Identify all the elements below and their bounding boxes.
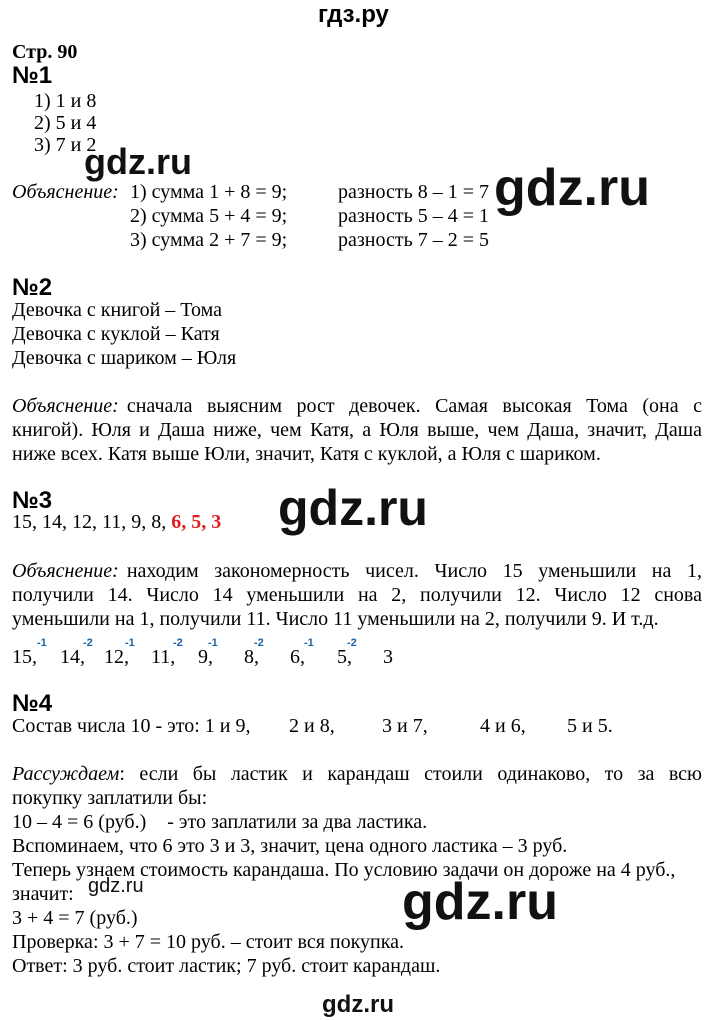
number: 14, [60, 646, 85, 668]
explanation-label: Объяснение: [12, 181, 119, 203]
number: 11, [151, 646, 176, 668]
explanation-text: уменьшили на 1, получили 11. Число 11 уменьшили на 2, получили 9. И т.д. [12, 608, 659, 630]
sum-line: 2) сумма 5 + 4 = 9; [130, 205, 288, 227]
explanation-text: находим закономерность чисел. Число 15 уменьшили на 1, [126, 560, 702, 582]
watermark: gdz.ru [278, 480, 428, 536]
explanation-label: Объяснение: [12, 560, 119, 582]
sum-line: 3) сумма 2 + 7 = 9; [130, 229, 288, 251]
answer-line: Ответ: 3 руб. стоит ластик; 7 руб. стоит карандаш. [12, 955, 441, 977]
number: 8, [244, 646, 259, 668]
reasoning-label: Рассуждаем [12, 763, 120, 785]
text-line: Вспоминаем, что 6 это 3 и 3, значит, цена одного ластика – 3 руб. [12, 835, 568, 857]
step-label: -1 [304, 637, 314, 649]
watermark: gdz.ru [88, 875, 144, 897]
explanation-text: книгой). Юля и Даша ниже, чем Катя, а Юля выше, чем Даша, значит, Даша [12, 419, 702, 441]
composition: 3 и 7, [382, 715, 428, 737]
explanation-text: сначала выясним рост девочек. Самая высокая Тома (она с [126, 395, 702, 417]
step-label: -1 [208, 637, 218, 649]
number: 6, [290, 646, 305, 668]
site-header: гдз.ру [318, 1, 389, 28]
diff-line: разность 7 – 2 = 5 [338, 229, 489, 251]
task-number: №1 [12, 62, 53, 89]
reasoning-line [12, 762, 702, 786]
watermark: gdz.ru [494, 159, 650, 217]
composition: 5 и 5. [567, 715, 613, 737]
answer-line: 3) 7 и 2 [34, 134, 97, 156]
number: 12, [104, 646, 129, 668]
step-label: -2 [83, 637, 93, 649]
explanation-label: Объяснение: [12, 395, 119, 417]
number: 15, [12, 646, 37, 668]
diff-line: разность 5 – 4 = 1 [338, 205, 489, 227]
watermark: gdz.ru [402, 873, 558, 931]
task-number: №3 [12, 487, 53, 514]
step-label: -2 [173, 637, 183, 649]
sequence-given: 15, 14, 12, 11, 9, 8, [12, 511, 167, 533]
diff-line: разность 8 – 1 = 7 [338, 181, 489, 203]
composition: Состав числа 10 - это: 1 и 9, [12, 715, 251, 737]
answer-line: Девочка с шариком – Юля [12, 347, 237, 369]
explanation-line [12, 394, 702, 418]
sum-line: 1) сумма 1 + 8 = 9; [130, 181, 288, 203]
number: 3 [383, 646, 393, 668]
answer-line: Девочка с куклой – Катя [12, 323, 220, 345]
sequence: 15, 14, 12, 11, 9, 8, 6, 5, 3 [12, 511, 222, 533]
calc: 10 – 4 = 6 (руб.) [12, 811, 147, 833]
watermark: gdz.ru [84, 141, 192, 182]
text-line: значит: [12, 883, 74, 905]
task-number: №4 [12, 690, 53, 717]
calc-note: - это заплатили за два ластика. [167, 811, 428, 833]
text-line: Проверка: 3 + 7 = 10 руб. – стоит вся покупка. [12, 931, 405, 953]
answer-line: 2) 5 и 4 [34, 112, 97, 134]
composition: 4 и 6, [480, 715, 526, 737]
reasoning-text: покупку заплатили бы: [12, 787, 208, 809]
step-label: -1 [37, 637, 47, 649]
step-label: -2 [254, 637, 264, 649]
page-number: Стр. 90 [12, 41, 78, 63]
task-number: №2 [12, 274, 53, 301]
sequence-answer: 5 [191, 511, 202, 533]
explanation-text: ниже всех. Катя выше Юли, значит, Катя с куклой, а Юля с шариком. [12, 443, 601, 465]
step-label: -2 [347, 637, 357, 649]
number: 9, [198, 646, 213, 668]
step-label: -1 [125, 637, 135, 649]
text-line: Теперь узнаем стоимость карандаша. По условию задачи он дороже на 4 руб., [12, 859, 676, 881]
reasoning-text: : если бы ластик и карандаш стоили одинаково, то за всю [119, 763, 702, 785]
text-line: 3 + 4 = 7 (руб.) [12, 907, 138, 929]
answer-line: 1) 1 и 8 [34, 90, 97, 112]
calc-line [12, 810, 427, 834]
composition: 2 и 8, [289, 715, 335, 737]
explanation-line [12, 559, 702, 583]
answer-line: Девочка с книгой – Тома [12, 299, 223, 321]
sequence-answer: 6 [171, 511, 182, 533]
sequence-answer: 3 [211, 511, 222, 533]
watermark: gdz.ru [322, 991, 394, 1018]
explanation-text: получили 14. Число 14 уменьшили на 2, получили 12. Число 12 снова [12, 584, 702, 606]
number: 5, [337, 646, 352, 668]
